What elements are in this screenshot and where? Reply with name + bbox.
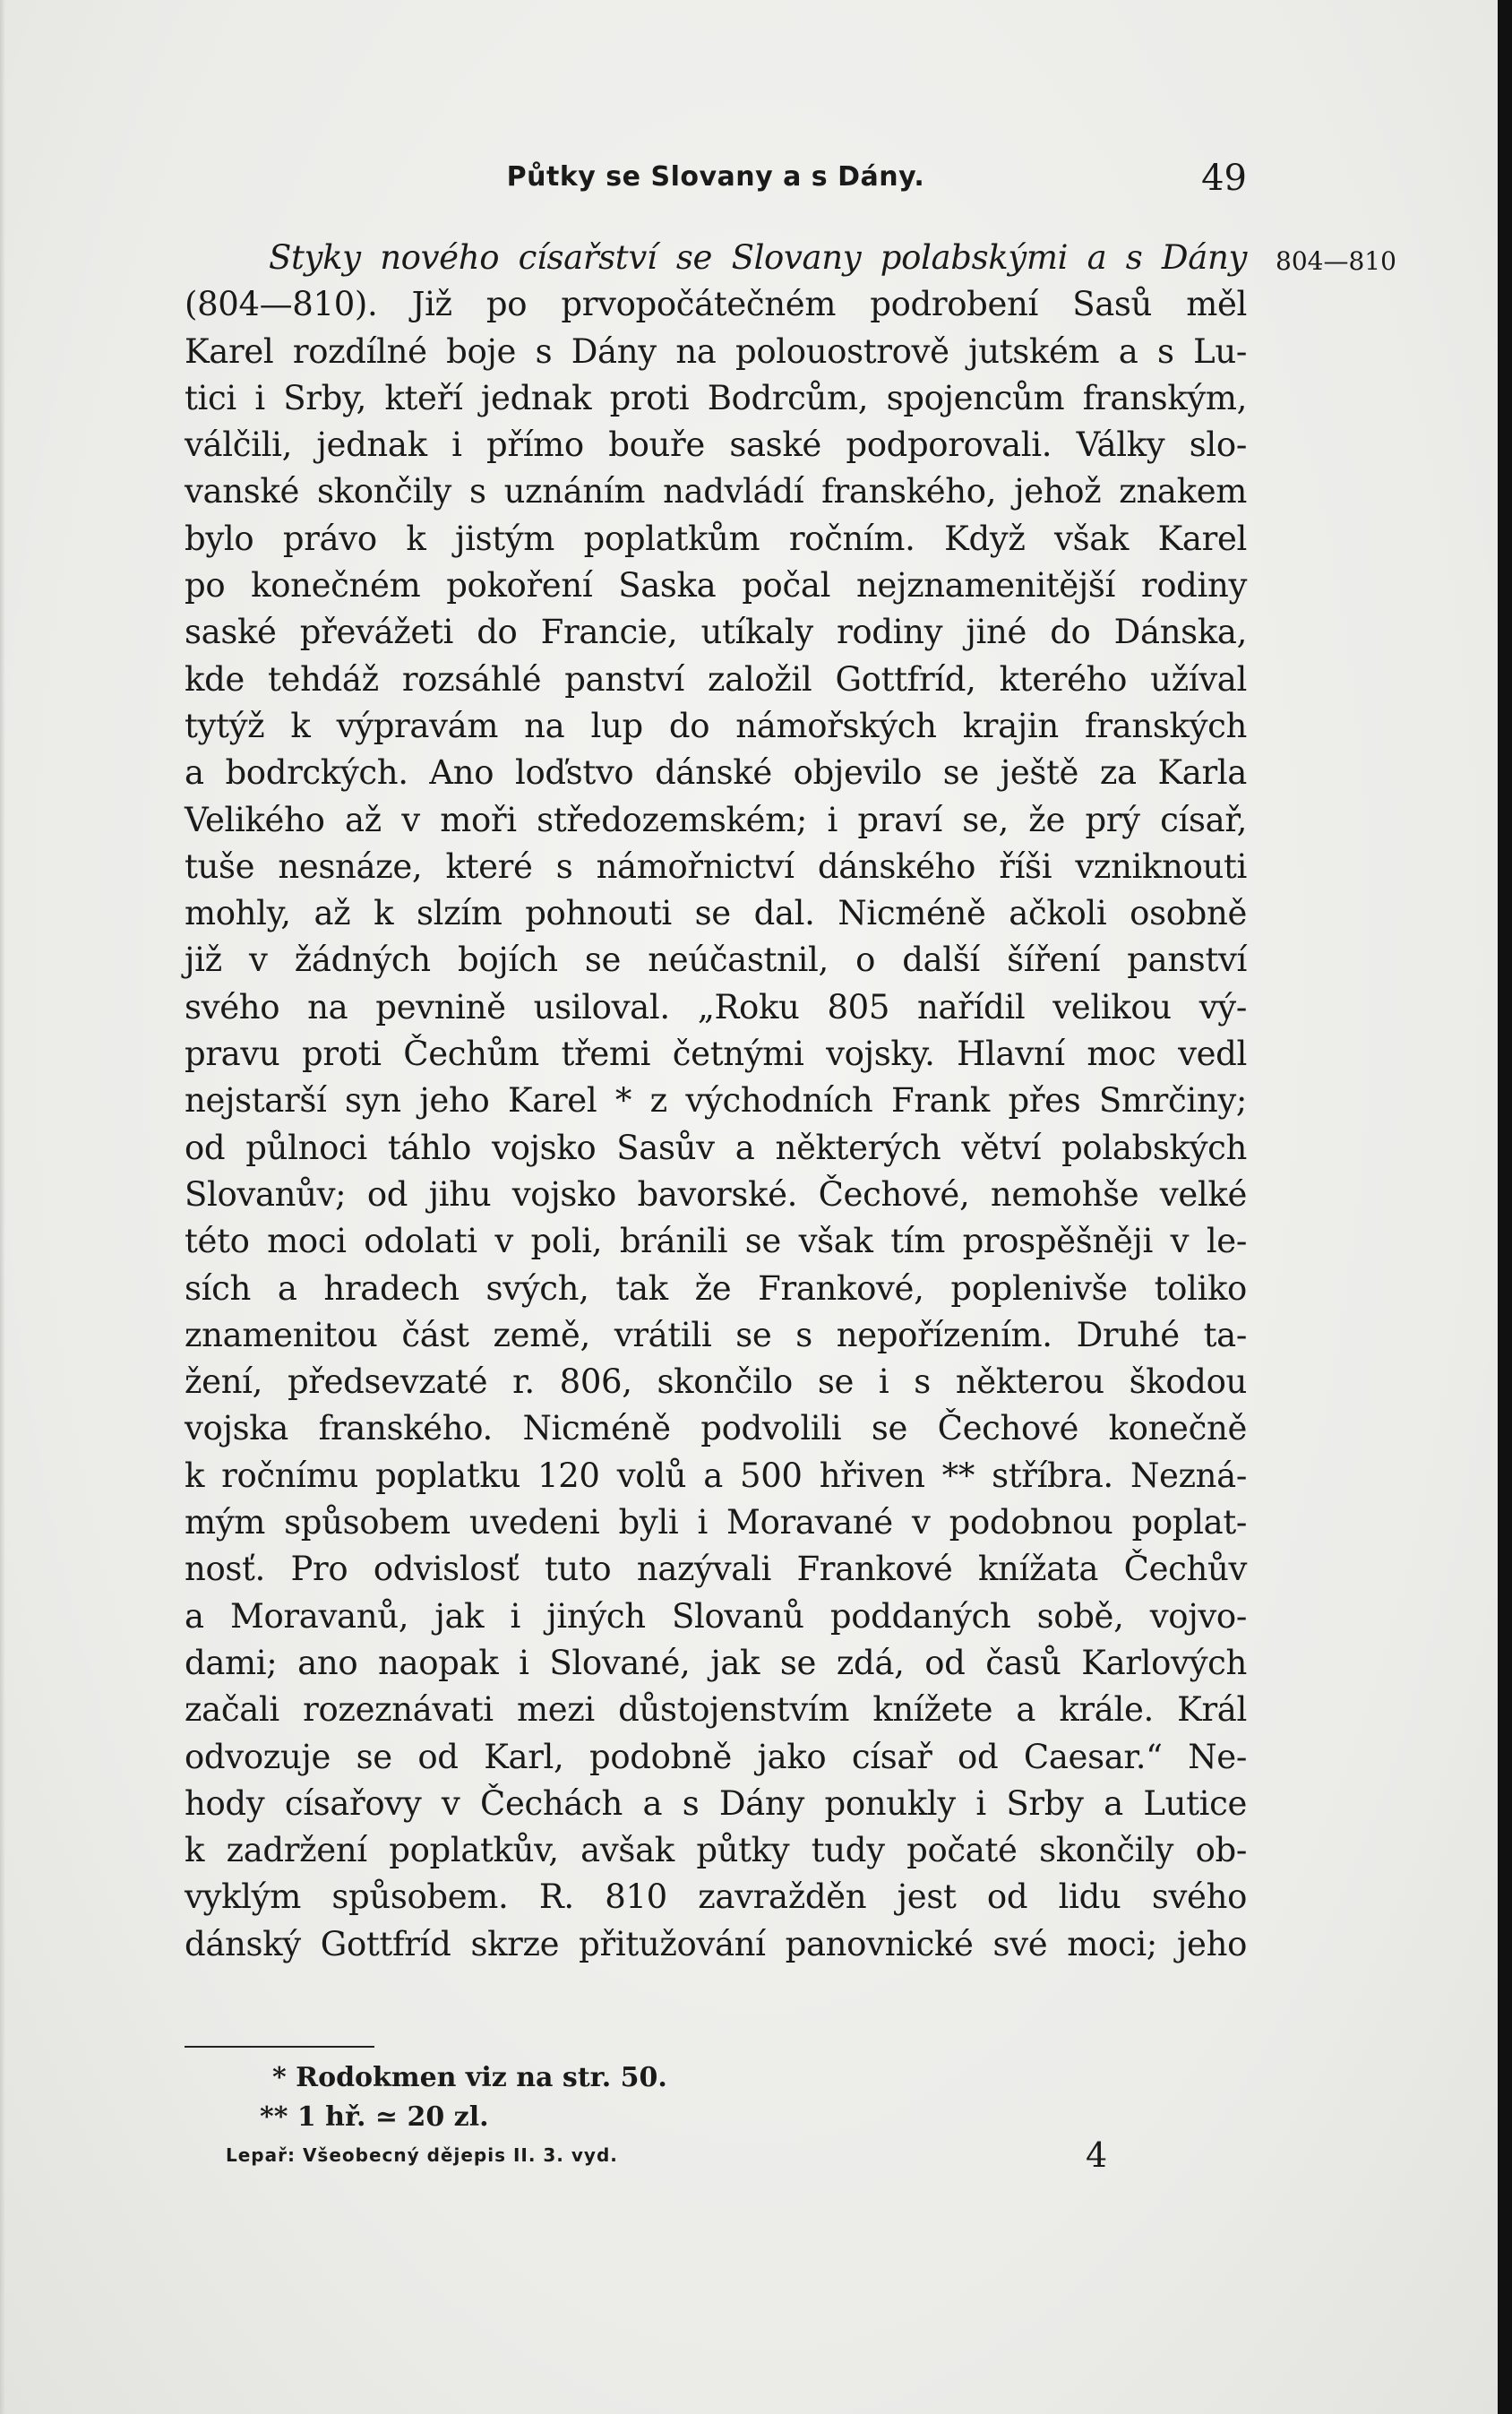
text-line: tici i Srby, kteří jednak proti Bodrcům, spojencům franským, [185, 378, 1247, 417]
page-header [185, 158, 1247, 211]
imprint-text: Lepař: Všeobecný dějepis II. 3. vyd. [226, 2144, 618, 2166]
scan-edge-right [1498, 0, 1512, 2414]
text-line: tuše nesnáze, které s námořnictví dánského říši vzniknouti [185, 846, 1247, 886]
text-line: znamenitou část země, vrátili se s nepořízením. Druhé ta- [185, 1315, 1247, 1354]
footnotes [185, 2058, 1247, 2137]
text-line: sích a hradech svých, tak že Frankové, poplenivše toliko [185, 1268, 1247, 1308]
text-line: po konečném pokoření Saska počal nejznamenitější rodiny [185, 566, 1247, 606]
margin-note-years: 804—810 [1276, 246, 1396, 276]
footnote-rule [185, 2046, 374, 2048]
text-line: Velikého až v moři středozemském; i praví se, že prý císař, [185, 800, 1247, 839]
text-line: k zadržení poplatkův, avšak půtky tudy počaté skončily ob- [185, 1831, 1247, 1870]
imprint-line [185, 2135, 1247, 2180]
text-line: Karel rozdílné boje s Dány na polouostrově jutském a s Lu- [185, 331, 1247, 371]
text-line: mým spůsobem uvedeni byli i Moravané v podobnou poplat- [185, 1503, 1247, 1542]
text-line: (804—810). Již po prvopočátečném podrobení Sasů měl [185, 285, 1247, 324]
text-line: pravu proti Čechům třemi četnými vojsky. Hlavní moc vedl [185, 1035, 1247, 1074]
text-line: žení, předsevzaté r. 806, skončilo se i s některou škodou [185, 1362, 1247, 1402]
signature-mark: 4 [1086, 2135, 1108, 2175]
text-line: vyklým spůsobem. R. 810 zavražděn jest od lidu svého [185, 1877, 1247, 1917]
text-line: této moci odolati v poli, bránili se však tím prospěšněji v le- [185, 1222, 1247, 1261]
text-line: Slovanův; od jihu vojsko bavorské. Čechové, nemohše velké [185, 1174, 1247, 1214]
text-line: již v žádných bojích se neúčastnil, o další šíření panství [185, 941, 1247, 980]
text-line: tytýž k výpravám na lup do námořských krajin franských [185, 706, 1247, 745]
text-line: a Moravanů, jak i jiných Slovanů poddaných sobě, vojvo- [185, 1596, 1247, 1636]
text-line: svého na pevnině usiloval. „Roku 805 nařídil velikou vý- [185, 987, 1247, 1027]
footnote-1: * Rodokmen viz na str. 50. [272, 2062, 667, 2093]
text-line: a bodrckých. Ano loďstvo dánské objevilo se ještě za Karla [185, 753, 1247, 793]
text-line: dánský Gottfríd skrze přitužování panovnické své moci; jeho [185, 1924, 1247, 1963]
text-line: vanské skončily s uznáním nadvládí franského, jehož znakem [185, 472, 1247, 511]
footnote-2: ** 1 hř. ≃ 20 zl. [260, 2101, 489, 2133]
text-line: mohly, až k slzím pohnouti se dal. Nicméně ačkoli osobně [185, 894, 1247, 933]
text-line: vojska franského. Nicméně podvolili se Čechové konečně [185, 1409, 1247, 1448]
text-line: bylo právo k jistým poplatkům ročním. Když však Karel [185, 519, 1247, 558]
text-line: saské převážeti do Francie, utíkaly rodiny jiné do Dánska, [185, 613, 1247, 652]
text-line: odvozuje se od Karl, podobně jako císař od Caesar.“ Ne- [185, 1737, 1247, 1776]
text-line: dami; ano naopak i Slované, jak se zdá, od časů Karlových [185, 1643, 1247, 1682]
section-heading-line: Styky nového císařství se Slovany polabskými a s Dány [269, 238, 1247, 277]
text-line: válčili, jednak i přímo bouře saské podporovali. Války slo- [185, 425, 1247, 465]
text-line: kde tehdáž rozsáhlé panství založil Gottfríd, kterého užíval [185, 659, 1247, 699]
text-line: nejstarší syn jeho Karel * z východních Frank přes Smrčiny; [185, 1081, 1247, 1121]
running-title: Půtky se Slovany a s Dány. [506, 161, 925, 193]
page-number: 49 [1201, 158, 1247, 199]
text-line: k ročnímu poplatku 120 volů a 500 hřiven ** stříbra. Nezná- [185, 1456, 1247, 1495]
text-line: nosť. Pro odvislosť tuto nazývali Frankové knížata Čechův [185, 1550, 1247, 1589]
scan-edge-left [0, 0, 5, 2414]
text-line: od půlnoci táhlo vojsko Sasův a některých větví polabských [185, 1128, 1247, 1167]
body-text [185, 235, 1247, 1968]
text-line: začali rozeznávati mezi důstojenstvím knížete a krále. Král [185, 1690, 1247, 1730]
text-line: hody císařovy v Čechách a s Dány ponukly i Srby a Lutice [185, 1783, 1247, 1823]
